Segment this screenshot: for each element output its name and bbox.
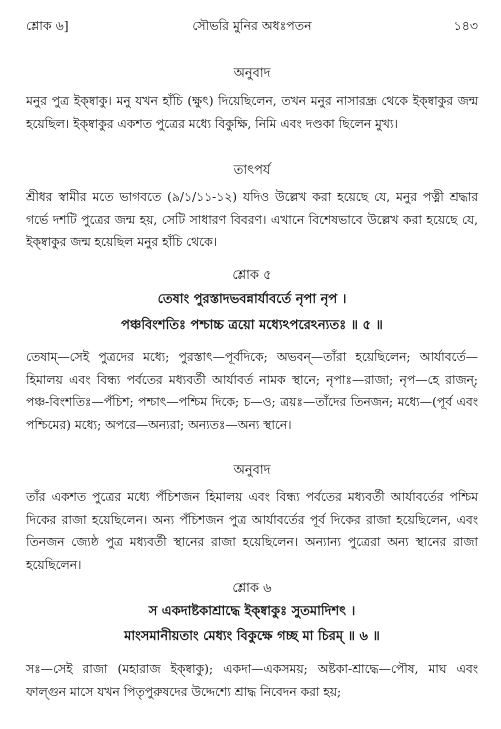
heading-anubad-2: অনুবাদ (233, 463, 271, 478)
verse-5-line-2: পঞ্চবিংশতিঃ পশ্চাচ্চ ত্রয়ো মধ্যেঽপরেঽন্যতঃ ॥ ৫ ॥ (121, 318, 383, 333)
header-chapter-title: সৌভরি মুনির অধঃপতন (192, 18, 312, 33)
translation-paragraph-1: মনুর পুত্র ইক্ষ্বাকু। মনু যখন হাঁচি (ক্ষুৎ) দিয়েছিলেন, তখন মনুর নাসারন্ধ্র থেকে ইক্ষ্বাকুর জন্ম হয়েছিল। ইক্ষ্বাকুর একশত পুত্রের মধ্যে বিকুক্ষি, নিমি এবং দণ্ডকা ছিলেন মুখ্য। (26, 94, 478, 131)
header-page-number: ১৪৩ (453, 18, 478, 33)
header-verse-ref: শ্লোক ৬] (26, 18, 69, 33)
heading-tatparya: তাৎপর্য (233, 163, 271, 178)
synonyms-6-paragraph: সঃ—সেই রাজা (মহারাজ ইক্ষ্বাকু); একদা—একসময়; অষ্টকা-শ্রাদ্ধে—পৌষ, মাঘ এবং ফাল্গুন মাসে যখন পিতৃপুরুষদের উদ্দেশ্যে শ্রাদ্ধ নিবেদন করা হয়; (26, 662, 478, 699)
verse-5-line-1: তেষাং পুরস্তাদভবন্নার্যাবর্তে নৃপা নৃপ । (157, 292, 347, 307)
verse-6-line-2: মাংসমানীয়তাং মেধ্যং বিকুক্ষে গচ্ছ মা চিরম্ ॥ ৬ ॥ (124, 629, 380, 644)
heading-anubad-1: অনুবাদ (233, 66, 271, 81)
heading-shloka-5: শ্লোক ৫ (232, 268, 272, 283)
verse-6-line-1: স একদাষ্টকাশ্রাদ্ধে ইক্ষ্বাকুঃ সুতমাদিশৎ । (148, 604, 356, 619)
synonyms-5-paragraph: তেষাম্—সেই পুত্রদের মধ্যে; পুরস্তাৎ—পূর্বদিকে; অভবন্—তাঁরা হয়েছিলেন; আর্যাবর্তে—হিমালয় এবং বিন্ধ্য পর্বতের মধ্যবর্তী আর্যাবর্ত নামক স্থানে; নৃপাঃ—রাজা; নৃপ—হে রাজন্; পঞ্চ-বিংশতিঃ—পঁচিশ; পশ্চাৎ—পশ্চিম দিকে; চ—ও; ত্রয়ঃ—তাঁদের তিনজন; মধ্যে—(পূর্ব এবং পশ্চিমের) মধ্যে; অপরে—অন্যরা; অন্যতঃ—অন্য স্থানে। (26, 350, 478, 432)
translation-paragraph-2: তাঁর একশত পুত্রের মধ্যে পঁচিশজন হিমালয় এবং বিন্ধ্য পর্বতের মধ্যবর্তী আর্যাবর্তের পশ্চিম দিকের রাজা হয়েছিলেন। অন্য পঁচিশজন পুত্র আর্যাবর্তের পূর্ব দিকের রাজা হয়েছিলেন, এবং তিনজন জ্যেষ্ঠ পুত্র মধ্যবর্তী স্থানের রাজা হয়েছিলেন। অন্যান্য পুত্রেরা অন্য স্থানের রাজা হয়েছিলেন। (26, 490, 478, 572)
heading-shloka-6: শ্লোক ৬ (232, 581, 272, 596)
purport-paragraph: শ্রীধর স্বামীর মতে ভাগবতে (৯/১/১১-১২) যদিও উল্লেখ করা হয়েছে যে, মনুর পত্নী শ্রদ্ধার গর্ভে দশটি পুত্রের জন্ম হয়, সেটি সাধারণ বিবরণ। এখানে বিশেষভাবে উল্লেখ করা হয়েছে যে, ইক্ষ্বাকুর জন্ম হয়েছিল মনুর হাঁচি থেকে। (26, 190, 478, 249)
page-header (26, 18, 478, 38)
